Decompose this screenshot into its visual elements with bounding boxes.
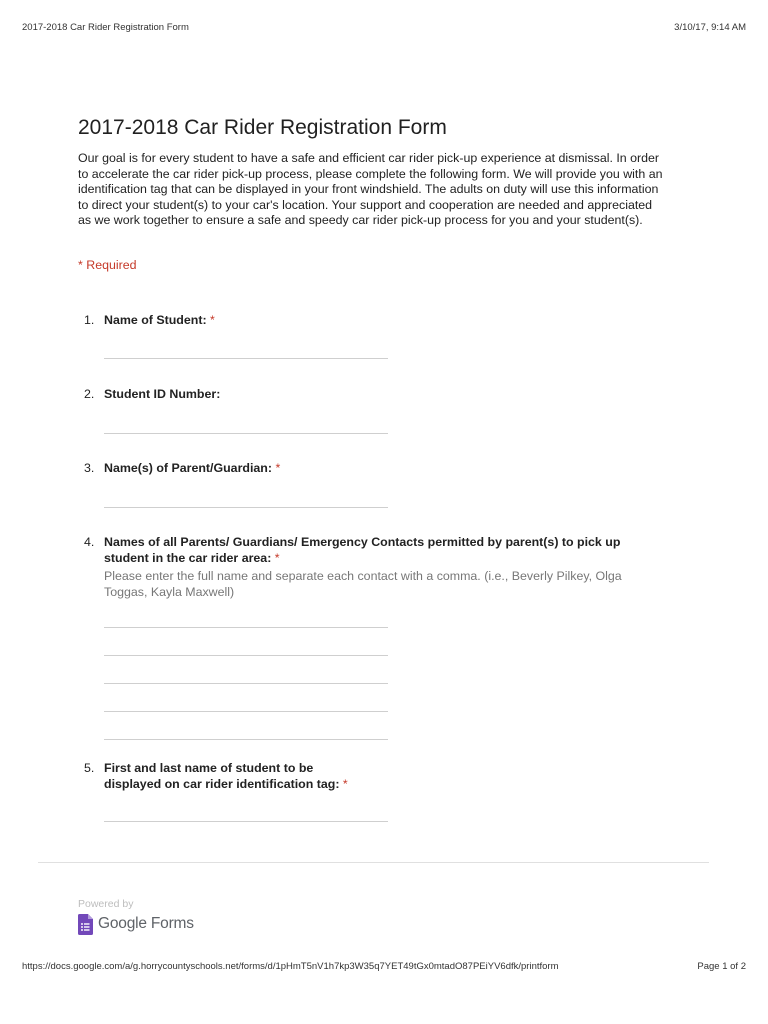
google-forms-icon bbox=[78, 914, 93, 935]
question-title-text: Name(s) of Parent/Guardian: bbox=[104, 461, 272, 475]
footer-divider bbox=[38, 862, 709, 863]
question-number: 4. bbox=[84, 535, 95, 549]
parent-guardian-input[interactable] bbox=[104, 507, 388, 508]
student-name-input[interactable] bbox=[104, 358, 388, 359]
student-id-input[interactable] bbox=[104, 433, 388, 434]
required-asterisk: * bbox=[274, 550, 280, 565]
logo-brand: Google bbox=[98, 915, 147, 932]
google-forms-wordmark bbox=[98, 915, 194, 933]
form-title: 2017-2018 Car Rider Registration Form bbox=[78, 116, 447, 139]
question-title bbox=[104, 313, 664, 329]
emergency-contacts-input-line[interactable] bbox=[104, 627, 388, 628]
print-footer bbox=[22, 961, 746, 972]
powered-by-label: Powered by bbox=[78, 898, 134, 910]
print-header bbox=[22, 22, 746, 33]
emergency-contacts-input-line[interactable] bbox=[104, 711, 388, 712]
question-number: 2. bbox=[84, 387, 95, 401]
emergency-contacts-input-line[interactable] bbox=[104, 739, 388, 740]
question-title bbox=[104, 387, 664, 403]
required-asterisk: * bbox=[342, 776, 348, 791]
question-help-text: Please enter the full name and separate each contact with a comma. (i.e., Beverly Pilkey, Olga Toggas, Kayla Maxwell) bbox=[104, 569, 622, 599]
print-footer-page: Page 1 of 2 bbox=[697, 961, 746, 972]
id-tag-name-input[interactable] bbox=[104, 821, 388, 822]
question-title-text: Name of Student: bbox=[104, 313, 207, 327]
question-title-text: First and last name of student to be displayed on car rider identification tag: bbox=[104, 761, 340, 791]
question-title-text: Names of all Parents/ Guardians/ Emergency Contacts permitted by parent(s) to pick up student in the car rider area: bbox=[104, 535, 621, 565]
question-title bbox=[104, 461, 664, 477]
question-number: 5. bbox=[84, 761, 95, 775]
emergency-contacts-input-line[interactable] bbox=[104, 683, 388, 684]
question-title-text: Student ID Number: bbox=[104, 387, 221, 401]
print-header-title: 2017-2018 Car Rider Registration Form bbox=[22, 22, 189, 33]
form-description: Our goal is for every student to have a safe and efficient car rider pick-up experience at dismissal. In order to accelerate the car rider pick-up process, please complete the following form. We will provide you with an identification tag that can be displayed in your front windshield. The adults on duty will use this information to direct your student(s) to your car's location. Your support and cooperation are needed and appreciated as we work together to ensure a safe and speedy car rider pick-up process for you and your student(s). bbox=[78, 151, 663, 227]
google-forms-logo[interactable] bbox=[78, 913, 194, 935]
required-asterisk: * bbox=[275, 461, 281, 475]
print-header-datetime: 3/10/17, 9:14 AM bbox=[674, 22, 746, 33]
print-footer-url: https://docs.google.com/a/g.horrycountyschools.net/forms/d/1pHmT5nV1h7kp3W35q7YET49tGx0mtadO87PEiYV6dfk/printform bbox=[22, 961, 559, 972]
required-note: * Required bbox=[78, 258, 137, 272]
logo-product: Forms bbox=[150, 915, 194, 932]
question-title bbox=[104, 535, 664, 566]
question-number: 1. bbox=[84, 313, 95, 327]
question-title bbox=[104, 761, 364, 792]
required-asterisk: * bbox=[210, 313, 215, 327]
emergency-contacts-input-line[interactable] bbox=[104, 655, 388, 656]
question-number: 3. bbox=[84, 461, 95, 475]
